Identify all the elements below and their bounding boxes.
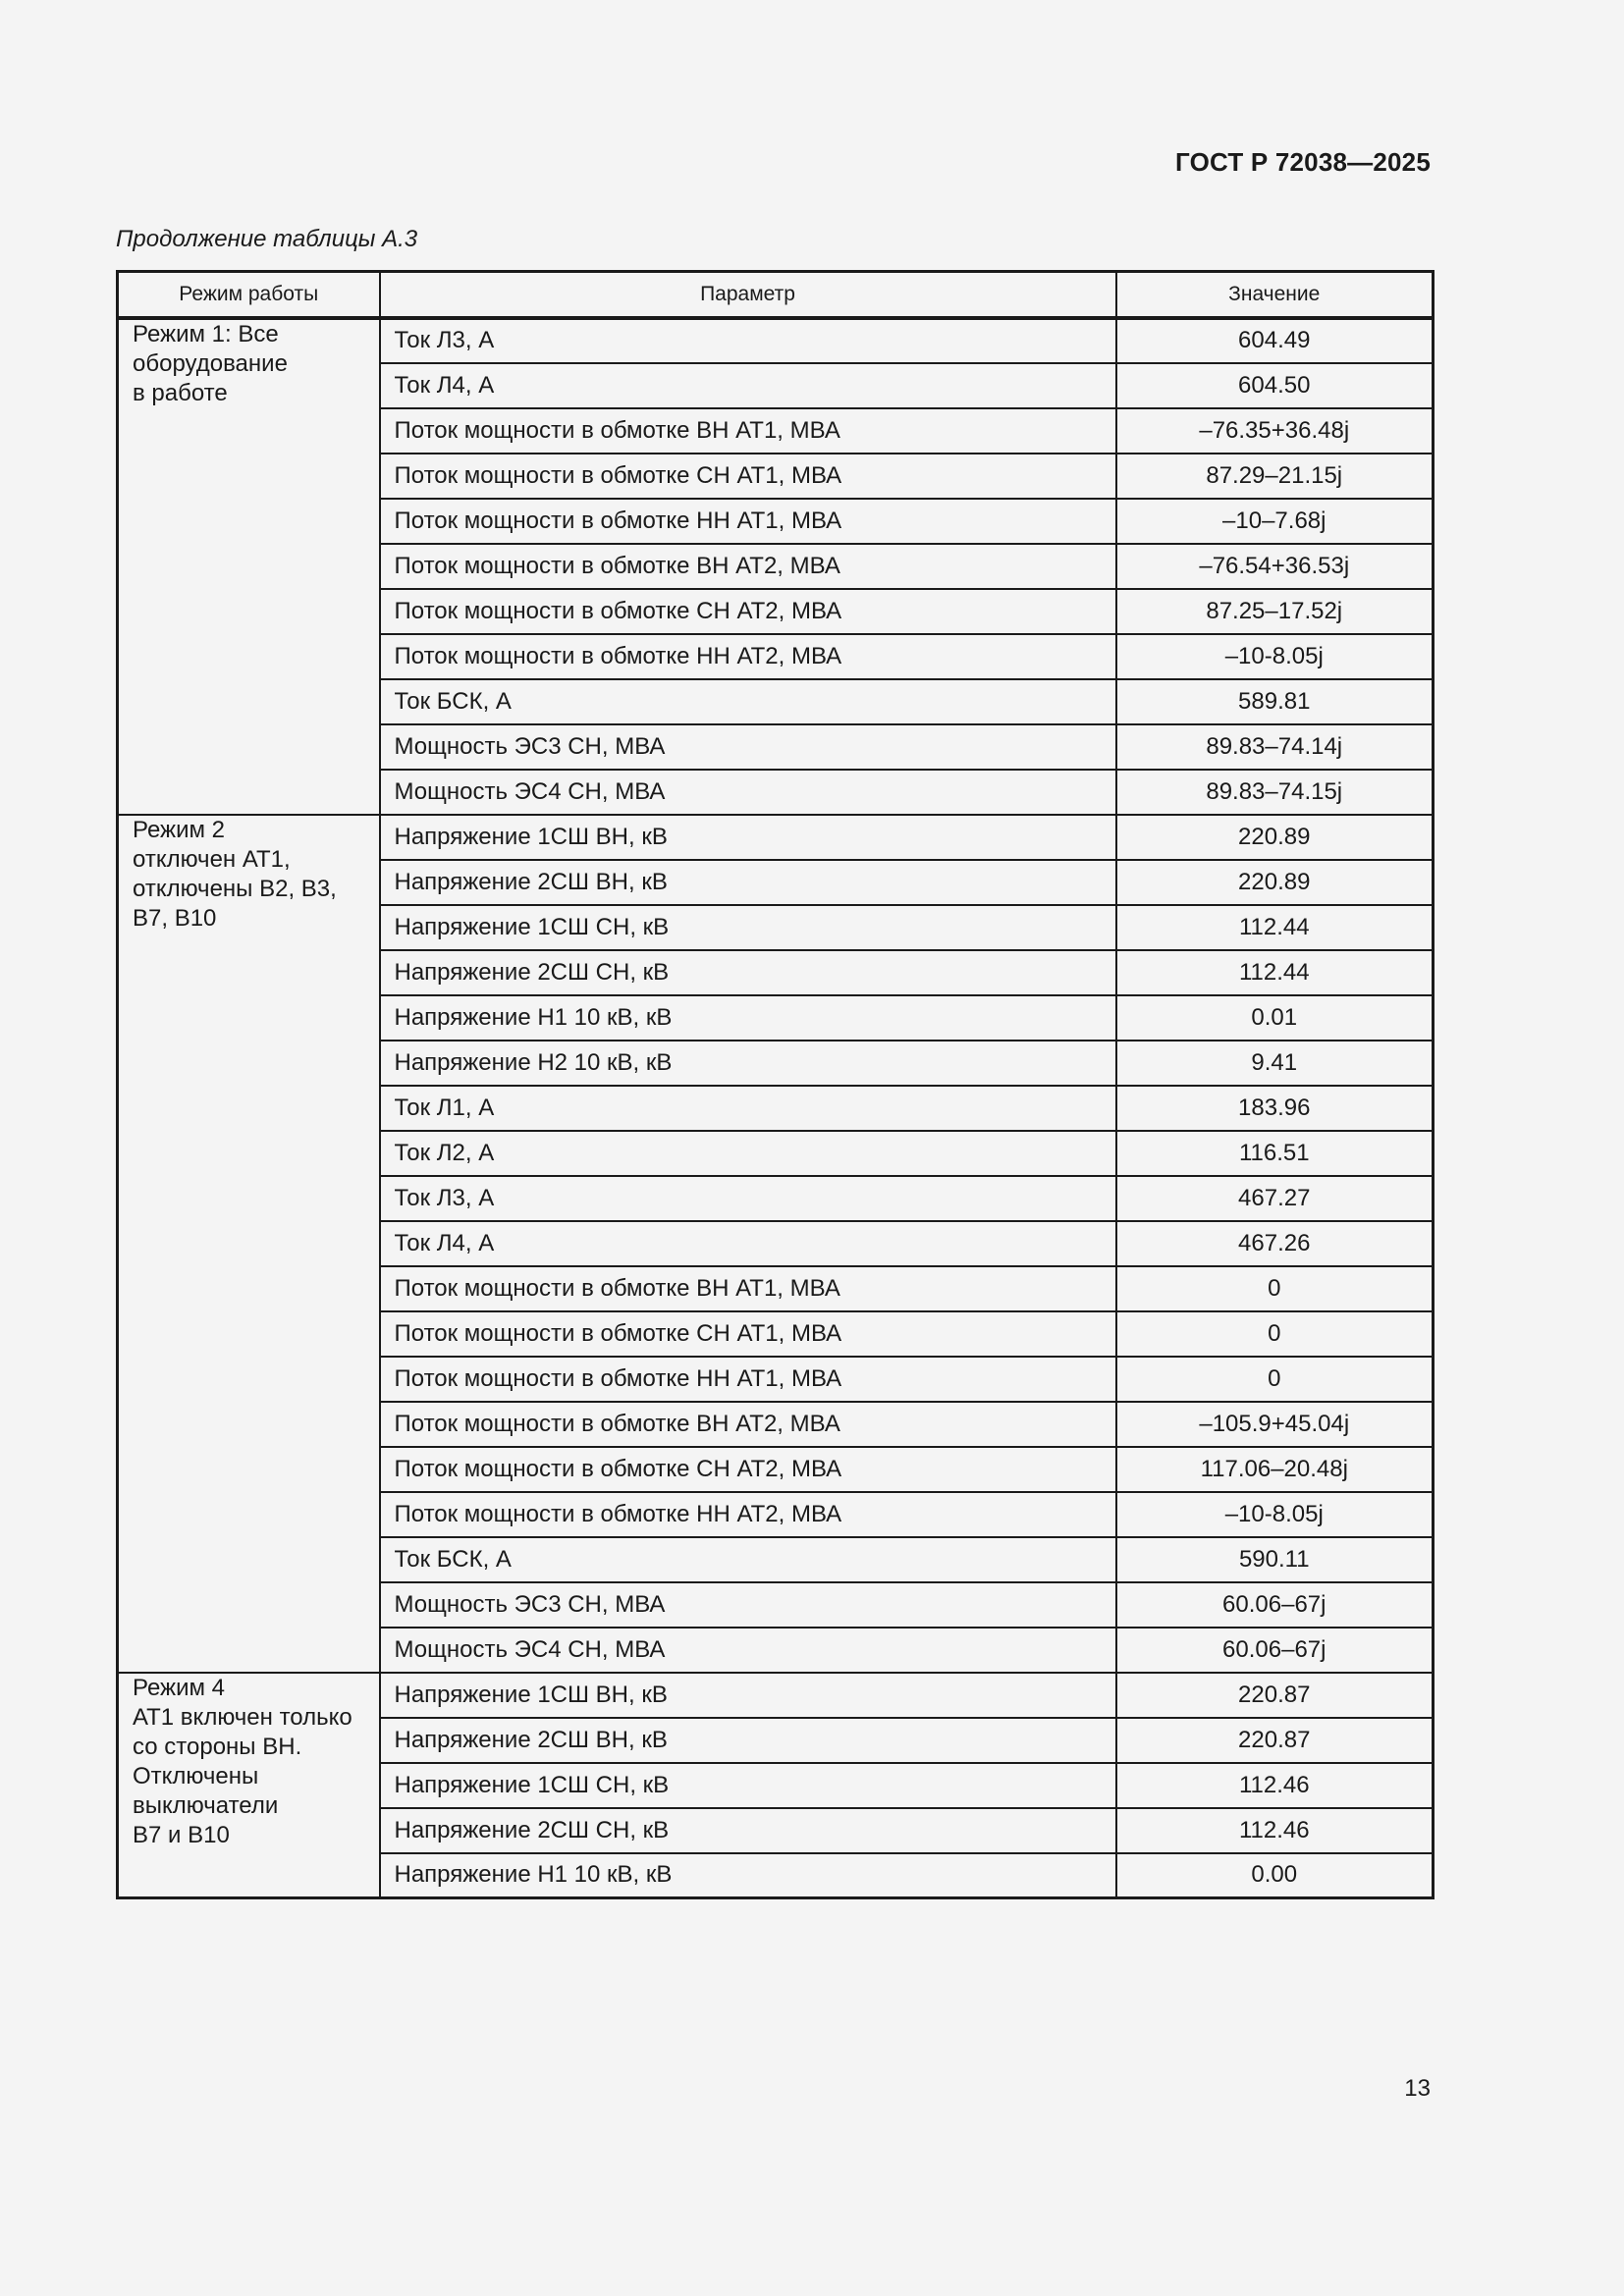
parameter-cell: Ток Л4, А [380,1221,1116,1266]
parameter-cell: Мощность ЭС3 СН, МВА [380,1582,1116,1628]
parameter-cell: Напряжение 1СШ СН, кВ [380,905,1116,950]
parameter-cell: Мощность ЭС4 СН, МВА [380,770,1116,815]
parameter-cell: Напряжение Н1 10 кВ, кВ [380,1853,1116,1898]
value-cell: –76.54+36.53j [1116,544,1434,589]
parameter-cell: Ток Л2, А [380,1131,1116,1176]
value-cell: 0 [1116,1311,1434,1357]
value-cell: 0 [1116,1266,1434,1311]
mode-line: Режим 2 [133,816,226,843]
parameter-cell: Ток Л4, А [380,363,1116,408]
value-cell: 183.96 [1116,1086,1434,1131]
value-cell: 116.51 [1116,1131,1434,1176]
parameter-cell: Ток БСК, А [380,1537,1116,1582]
parameter-cell: Мощность ЭС4 СН, МВА [380,1628,1116,1673]
mode-line: Режим 1: Все [133,320,279,347]
parameter-cell: Напряжение 1СШ ВН, кВ [380,1673,1116,1718]
value-cell: 117.06–20.48j [1116,1447,1434,1492]
value-cell: 112.44 [1116,950,1434,995]
mode-cell [118,318,380,815]
value-cell: 0.01 [1116,995,1434,1041]
parameter-cell: Напряжение 2СШ СН, кВ [380,1808,1116,1853]
value-cell: –105.9+45.04j [1116,1402,1434,1447]
parameter-cell: Напряжение Н2 10 кВ, кВ [380,1041,1116,1086]
parameter-cell: Напряжение 2СШ СН, кВ [380,950,1116,995]
table-row [118,815,1434,860]
value-cell: 590.11 [1116,1537,1434,1582]
parameter-cell: Поток мощности в обмотке НН АТ1, МВА [380,499,1116,544]
value-cell: –76.35+36.48j [1116,408,1434,454]
mode-line: оборудование [133,349,288,377]
parameter-cell: Поток мощности в обмотке ВН АТ2, МВА [380,1402,1116,1447]
value-cell: 112.46 [1116,1808,1434,1853]
value-cell: 60.06–67j [1116,1582,1434,1628]
mode-line: выключатели [133,1791,279,1819]
value-cell: 112.44 [1116,905,1434,950]
parameter-cell: Поток мощности в обмотке СН АТ2, МВА [380,589,1116,634]
table-row [118,1673,1434,1718]
document-code: ГОСТ Р 72038—2025 [1175,147,1431,177]
parameter-cell: Поток мощности в обмотке ВН АТ1, МВА [380,1266,1116,1311]
column-header-mode: Режим работы [118,272,380,318]
table-body [118,318,1434,1898]
value-cell: 87.25–17.52j [1116,589,1434,634]
mode-line: Отключены [133,1762,259,1789]
parameter-cell: Мощность ЭС3 СН, МВА [380,724,1116,770]
value-cell: 467.26 [1116,1221,1434,1266]
parameter-cell: Поток мощности в обмотке СН АТ1, МВА [380,1311,1116,1357]
parameter-cell: Ток БСК, А [380,679,1116,724]
value-cell: 89.83–74.15j [1116,770,1434,815]
table-caption: Продолжение таблицы А.3 [116,226,418,252]
value-cell: 604.50 [1116,363,1434,408]
parameter-cell: Поток мощности в обмотке НН АТ2, МВА [380,1492,1116,1537]
value-cell: 467.27 [1116,1176,1434,1221]
value-cell: 87.29–21.15j [1116,454,1434,499]
column-header-parameter: Параметр [380,272,1116,318]
value-cell: 220.87 [1116,1673,1434,1718]
parameter-cell: Поток мощности в обмотке СН АТ1, МВА [380,454,1116,499]
value-cell: –10-8.05j [1116,1492,1434,1537]
mode-line: В7 и В10 [133,1821,230,1848]
value-cell: 220.89 [1116,815,1434,860]
parameters-table [116,270,1435,1899]
mode-cell [118,1673,380,1898]
parameter-cell: Поток мощности в обмотке НН АТ2, МВА [380,634,1116,679]
value-cell: –10–7.68j [1116,499,1434,544]
parameter-cell: Напряжение 1СШ ВН, кВ [380,815,1116,860]
parameter-cell: Напряжение Н1 10 кВ, кВ [380,995,1116,1041]
parameter-cell: Ток Л3, А [380,318,1116,363]
parameter-cell: Поток мощности в обмотке СН АТ2, МВА [380,1447,1116,1492]
mode-cell [118,815,380,1673]
mode-line: отключен АТ1, [133,845,291,873]
parameter-cell: Поток мощности в обмотке ВН АТ1, МВА [380,408,1116,454]
mode-line: Режим 4 [133,1674,226,1701]
value-cell: 0 [1116,1357,1434,1402]
parameter-cell: Ток Л3, А [380,1176,1116,1221]
value-cell: 220.87 [1116,1718,1434,1763]
value-cell: 89.83–74.14j [1116,724,1434,770]
column-header-value: Значение [1116,272,1434,318]
page-number: 13 [1404,2075,1431,2102]
value-cell: 604.49 [1116,318,1434,363]
value-cell: –10-8.05j [1116,634,1434,679]
mode-line: АТ1 включен только [133,1703,352,1731]
parameter-cell: Напряжение 1СШ СН, кВ [380,1763,1116,1808]
table-row [118,318,1434,363]
parameter-cell: Напряжение 2СШ ВН, кВ [380,860,1116,905]
mode-line: в работе [133,379,228,406]
value-cell: 0.00 [1116,1853,1434,1898]
mode-line: отключены В2, В3, [133,875,337,902]
value-cell: 589.81 [1116,679,1434,724]
parameter-cell: Ток Л1, А [380,1086,1116,1131]
parameter-cell: Поток мощности в обмотке НН АТ1, МВА [380,1357,1116,1402]
value-cell: 9.41 [1116,1041,1434,1086]
parameter-cell: Напряжение 2СШ ВН, кВ [380,1718,1116,1763]
value-cell: 220.89 [1116,860,1434,905]
value-cell: 60.06–67j [1116,1628,1434,1673]
mode-line: В7, В10 [133,904,217,932]
value-cell: 112.46 [1116,1763,1434,1808]
table-header-row [118,272,1434,318]
parameter-cell: Поток мощности в обмотке ВН АТ2, МВА [380,544,1116,589]
mode-line: со стороны ВН. [133,1733,302,1760]
